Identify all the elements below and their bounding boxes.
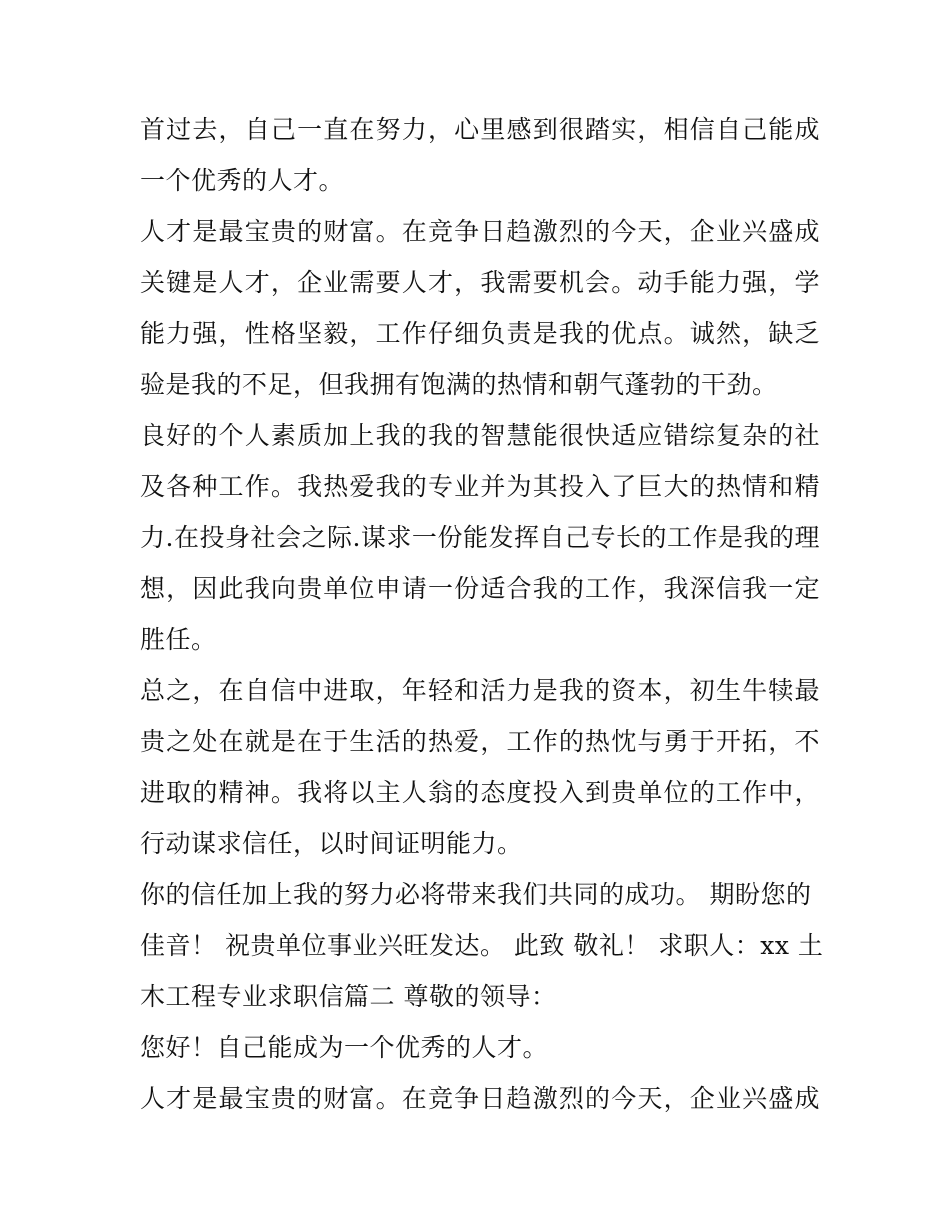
text-line: 行动谋求信任，以时间证明能力。 xyxy=(140,829,523,858)
text-line: 佳音！ 祝贵单位事业兴旺发达。 此致 敬礼！ 求职人：xx 土 xyxy=(140,931,824,960)
text-line: 人才是最宝贵的财富。在竞争日趋激烈的今天，企业兴盛成 xyxy=(140,1084,820,1113)
text-line: 力.在投身社会之际.谋求一份能发挥自己专长的工作是我的理 xyxy=(140,523,820,552)
text-line: 想，因此我向贵单位申请一份适合我的工作，我深信我一定 xyxy=(140,574,820,603)
text-line: 您好！自己能成为一个优秀的人才。 xyxy=(140,1033,549,1062)
text-line: 人才是最宝贵的财富。在竞争日趋激烈的今天，企业兴盛成 xyxy=(140,217,820,246)
text-line: 良好的个人素质加上我的我的智慧能很快适应错综复杂的社 xyxy=(140,421,820,450)
text-line: 进取的精神。我将以主人翁的态度投入到贵单位的工作中， xyxy=(140,778,820,807)
text-line: 你的信任加上我的努力必将带来我们共同的成功。 期盼您的 xyxy=(140,880,812,909)
text-line: 及各种工作。我热爱我的专业并为其投入了巨大的热情和精 xyxy=(140,472,820,501)
text-line: 总之，在自信中进取，年轻和活力是我的资本，初生牛犊最 xyxy=(140,676,820,705)
text-line: 能力强，性格坚毅，工作仔细负责是我的优点。诚然，缺乏 xyxy=(140,319,820,348)
text-line: 关键是人才，企业需要人才，我需要机会。动手能力强，学 xyxy=(140,268,820,297)
text-line: 木工程专业求职信篇二 尊敬的领导： xyxy=(140,982,557,1011)
text-line: 首过去，自己一直在努力，心里感到很踏实，相信自己能成 xyxy=(140,115,820,144)
text-line: 贵之处在就是在于生活的热爱，工作的热忱与勇于开拓，不 xyxy=(140,727,820,756)
text-line: 一个优秀的人才。 xyxy=(140,166,345,195)
text-line: 胜任。 xyxy=(140,625,217,654)
body-text xyxy=(140,104,824,1124)
text-line: 验是我的不足，但我拥有饱满的热情和朝气蓬勃的干劲。 xyxy=(140,370,778,399)
